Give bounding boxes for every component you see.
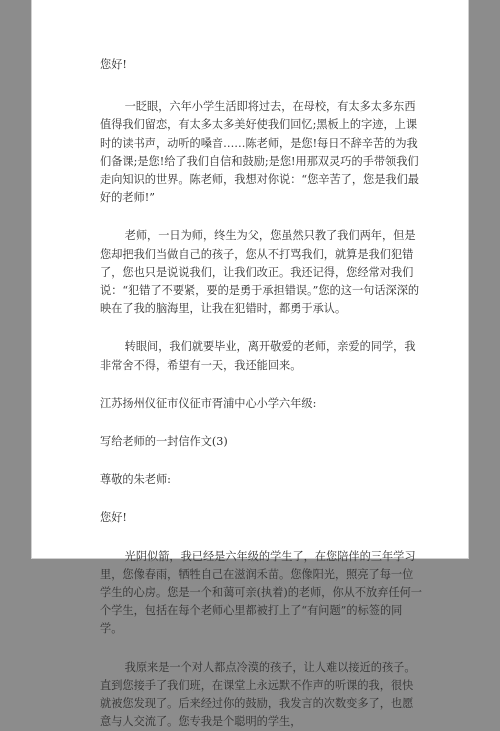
salutation: 尊敬的朱老师:	[100, 473, 171, 487]
greeting: 您好!	[100, 511, 127, 525]
document-body	[100, 56, 422, 731]
paragraph: 老师，一日为师，终生为父，您虽然只教了我们两年，但是您却把我们当做自己的孩子，您从不打骂我们，就算是我们犯错了，您也只是说说我们，让我们改正。我还记得，您经常对我们说：“犯错了不要紧，要的是勇于承担错误。”您的这一句话深深的映在了我的脑海里，让我在犯错时，都勇于承认。	[100, 229, 420, 316]
author-line: 江苏扬州仪征市仪征市胥浦中心小学六年级:	[100, 396, 317, 410]
document-page	[32, 0, 468, 729]
greeting: 您好!	[100, 58, 127, 71]
paragraph: 我原来是一个对人都点冷漠的孩子，让人难以接近的孩子。直到您接手了我们班，在课堂上永远默不作声的听课的我，很快就被您发现了。后来经过你的鼓励，我发言的次数变多了，也愿意与人交流了。您专我是个聪明的学生，	[100, 660, 416, 729]
article-title: 写给老师的一封信作文(3)	[100, 435, 228, 449]
paragraph: 转眼间，我们就要毕业，离开敬爱的老师，亲爱的同学，我非常舍不得，希望有一天，我还能回来。	[100, 340, 416, 372]
paragraph: 一眨眼，六年小学生活即将过去，在母校，有太多太多东西值得我们留恋，有太多太多美好使我们回忆;黑板上的字迹，上课时的读书声，动听的嗓音……陈老师，是您!每日不辞辛苦的为我们备课;是您!给了我们自信和鼓励;是您!用那双灵巧的手带领我们走向知识的世界。陈老师，我想对你说：“您辛苦了，您是我们最好的老师!”	[100, 100, 419, 205]
paragraph: 光阴似箭，我已经是六年级的学生了，在您陪伴的三年学习里，您像春雨，牺牲自己在滋润禾苗。您像阳光，照亮了每一位学生的心房。您是一个和蔼可亲(执着)的老师，你从不放弃任何一个学生，包括在每个老师心里都被打上了“有问题”的标签的同学。	[100, 549, 422, 636]
